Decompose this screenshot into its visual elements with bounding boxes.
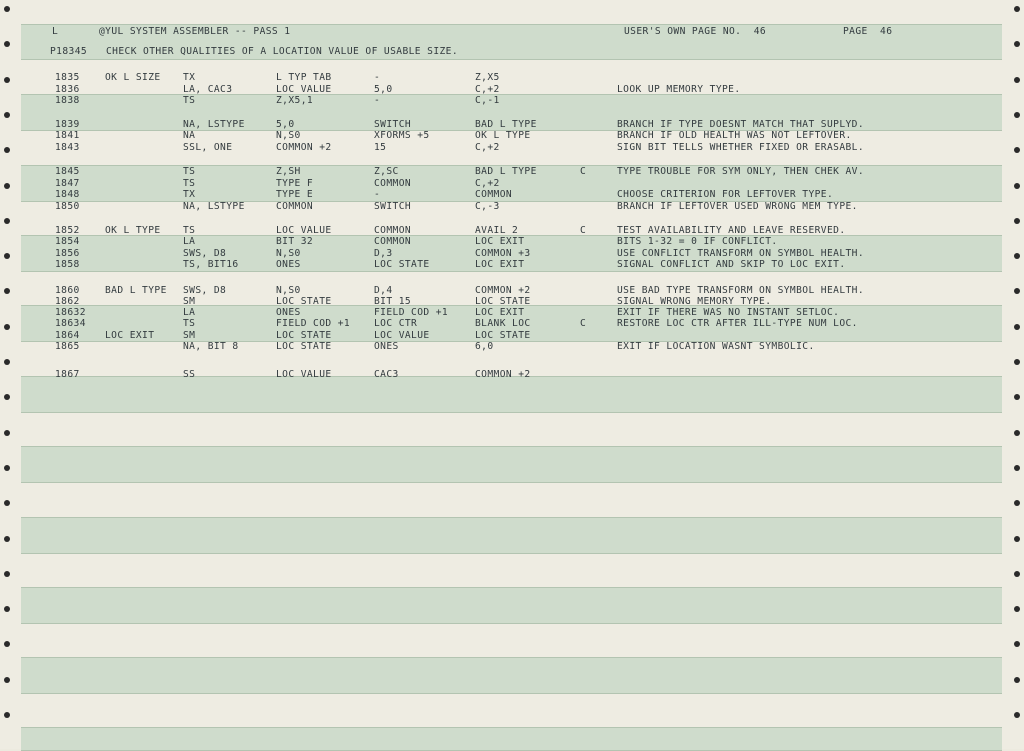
log-id: P18345 <box>50 46 88 57</box>
card-flag: C <box>580 225 587 236</box>
operation: TS, BIT16 <box>183 259 239 270</box>
remark: USE CONFLICT TRANSFORM ON SYMBOL HEALTH. <box>617 248 865 259</box>
operand-1: ONES <box>276 307 301 318</box>
operand-1: TYPE F <box>276 178 314 189</box>
operand-3: LOC STATE <box>475 330 531 341</box>
log-heading: CHECK OTHER QUALITIES OF A LOCATION VALUE OF USABLE SIZE. <box>106 46 459 57</box>
line-number: 1852 <box>55 225 80 236</box>
operation: SSL, ONE <box>183 142 233 153</box>
line-number: 1843 <box>55 142 80 153</box>
remark: TYPE TROUBLE FOR SYM ONLY, THEN CHEK AV. <box>617 166 865 177</box>
operand-3: LOC EXIT <box>475 307 525 318</box>
line-number: 1867 <box>55 369 80 380</box>
line-number: 1848 <box>55 189 80 200</box>
remark: TEST AVAILABILITY AND LEAVE RESERVED. <box>617 225 846 236</box>
line-number: 1847 <box>55 178 80 189</box>
operand-1: L TYP TAB <box>276 72 332 83</box>
remark: SIGNAL WRONG MEMORY TYPE. <box>617 296 772 307</box>
operand-2: ONES <box>374 341 399 352</box>
remark: SIGNAL CONFLICT AND SKIP TO LOC EXIT. <box>617 259 846 270</box>
remark: BRANCH IF LEFTOVER USED WRONG MEM TYPE. <box>617 201 858 212</box>
operand-2: CAC3 <box>374 369 399 380</box>
operand-3: LOC EXIT <box>475 259 525 270</box>
operand-2: COMMON <box>374 178 412 189</box>
operand-2: SWITCH <box>374 119 412 130</box>
operation: TS <box>183 225 196 236</box>
line-number: 1836 <box>55 84 80 95</box>
operand-1: LOC VALUE <box>276 369 332 380</box>
line-number: 1838 <box>55 95 80 106</box>
operation: TX <box>183 72 196 83</box>
operand-1: LOC VALUE <box>276 84 332 95</box>
operand-2: 15 <box>374 142 387 153</box>
line-number: 1865 <box>55 341 80 352</box>
operand-1: N,S0 <box>276 130 301 141</box>
operand-3: COMMON +3 <box>475 248 531 259</box>
operation: SM <box>183 296 196 307</box>
remark: SIGN BIT TELLS WHETHER FIXED OR ERASABL. <box>617 142 865 153</box>
operation: SS <box>183 369 196 380</box>
operand-2: Z,SC <box>374 166 399 177</box>
operand-2: - <box>374 189 381 200</box>
operand-1: Z,X5,1 <box>276 95 314 106</box>
operation: SM <box>183 330 196 341</box>
page-type-code: L <box>52 26 59 37</box>
line-number: 1839 <box>55 119 80 130</box>
remark: EXIT IF LOCATION WASNT SYMBOLIC. <box>617 341 815 352</box>
operation: TS <box>183 178 196 189</box>
operand-1: N,S0 <box>276 285 301 296</box>
line-number: 1845 <box>55 166 80 177</box>
operand-3: COMMON +2 <box>475 369 531 380</box>
operand-2: LOC CTR <box>374 318 418 329</box>
line-number: 1856 <box>55 248 80 259</box>
operand-1: FIELD COD +1 <box>276 318 351 329</box>
operation: TS <box>183 166 196 177</box>
operand-2: BIT 15 <box>374 296 412 307</box>
operand-3: LOC EXIT <box>475 236 525 247</box>
operand-3: Z,X5 <box>475 72 500 83</box>
location-label: BAD L TYPE <box>105 285 167 296</box>
line-number: 18634 <box>55 318 86 329</box>
operand-3: COMMON <box>475 189 513 200</box>
line-number: 1862 <box>55 296 80 307</box>
operation: NA, LSTYPE <box>183 119 245 130</box>
operand-3: OK L TYPE <box>475 130 531 141</box>
card-flag: C <box>580 318 587 329</box>
operation: LA, CAC3 <box>183 84 233 95</box>
operation: TS <box>183 318 196 329</box>
operand-3: AVAIL 2 <box>475 225 519 236</box>
operand-2: XFORMS +5 <box>374 130 430 141</box>
operation: SWS, D8 <box>183 248 227 259</box>
operand-1: COMMON <box>276 201 314 212</box>
page-number: PAGE 46 <box>843 26 893 37</box>
operand-1: BIT 32 <box>276 236 314 247</box>
operation: NA <box>183 130 196 141</box>
operand-3: C,-1 <box>475 95 500 106</box>
operand-1: Z,SH <box>276 166 301 177</box>
operand-1: TYPE E <box>276 189 314 200</box>
line-number: 1850 <box>55 201 80 212</box>
line-number: 1841 <box>55 130 80 141</box>
line-number: 1860 <box>55 285 80 296</box>
operand-1: N,S0 <box>276 248 301 259</box>
line-number: 1835 <box>55 72 80 83</box>
location-label: OK L SIZE <box>105 72 161 83</box>
location-label: OK L TYPE <box>105 225 161 236</box>
line-number: 18632 <box>55 307 86 318</box>
line-number: 1858 <box>55 259 80 270</box>
operand-2: LOC VALUE <box>374 330 430 341</box>
operand-3: LOC STATE <box>475 296 531 307</box>
operation: NA, LSTYPE <box>183 201 245 212</box>
remark: BRANCH IF OLD HEALTH WAS NOT LEFTOVER. <box>617 130 852 141</box>
operand-2: D,4 <box>374 285 393 296</box>
operand-1: 5,0 <box>276 119 295 130</box>
operand-3: C,+2 <box>475 178 500 189</box>
operand-3: 6,0 <box>475 341 494 352</box>
assembler-title: @YUL SYSTEM ASSEMBLER -- PASS 1 <box>99 26 291 37</box>
operand-1: LOC STATE <box>276 341 332 352</box>
operand-1: LOC STATE <box>276 330 332 341</box>
remark: EXIT IF THERE WAS NO INSTANT SETLOC. <box>617 307 840 318</box>
operand-2: 5,0 <box>374 84 393 95</box>
remark: BITS 1-32 = 0 IF CONFLICT. <box>617 236 778 247</box>
card-flag: C <box>580 166 587 177</box>
remark: CHOOSE CRITERION FOR LEFTOVER TYPE. <box>617 189 834 200</box>
remark: USE BAD TYPE TRANSFORM ON SYMBOL HEALTH. <box>617 285 865 296</box>
operand-2: LOC STATE <box>374 259 430 270</box>
location-label: LOC EXIT <box>105 330 155 341</box>
operand-3: BLANK LOC <box>475 318 531 329</box>
operation: TX <box>183 189 196 200</box>
operand-3: C,-3 <box>475 201 500 212</box>
operation: LA <box>183 236 196 247</box>
operand-3: BAD L TYPE <box>475 119 537 130</box>
operand-3: BAD L TYPE <box>475 166 537 177</box>
remark: BRANCH IF TYPE DOESNT MATCH THAT SUPLYD. <box>617 119 865 130</box>
remark: LOOK UP MEMORY TYPE. <box>617 84 741 95</box>
operation: TS <box>183 95 196 106</box>
operation: NA, BIT 8 <box>183 341 239 352</box>
operand-1: LOC VALUE <box>276 225 332 236</box>
operand-1: COMMON +2 <box>276 142 332 153</box>
operand-3: C,+2 <box>475 84 500 95</box>
remark: RESTORE LOC CTR AFTER ILL-TYPE NUM LOC. <box>617 318 858 329</box>
operand-2: COMMON <box>374 225 412 236</box>
operation: LA <box>183 307 196 318</box>
operand-3: C,+2 <box>475 142 500 153</box>
operand-1: ONES <box>276 259 301 270</box>
operand-2: - <box>374 95 381 106</box>
users-page-number: USER'S OWN PAGE NO. 46 <box>624 26 767 37</box>
line-number: 1864 <box>55 330 80 341</box>
operation: SWS, D8 <box>183 285 227 296</box>
operand-2: SWITCH <box>374 201 412 212</box>
line-number: 1854 <box>55 236 80 247</box>
operand-2: - <box>374 72 381 83</box>
operand-2: D,3 <box>374 248 393 259</box>
operand-1: LOC STATE <box>276 296 332 307</box>
operand-2: COMMON <box>374 236 412 247</box>
operand-2: FIELD COD +1 <box>374 307 449 318</box>
operand-3: COMMON +2 <box>475 285 531 296</box>
